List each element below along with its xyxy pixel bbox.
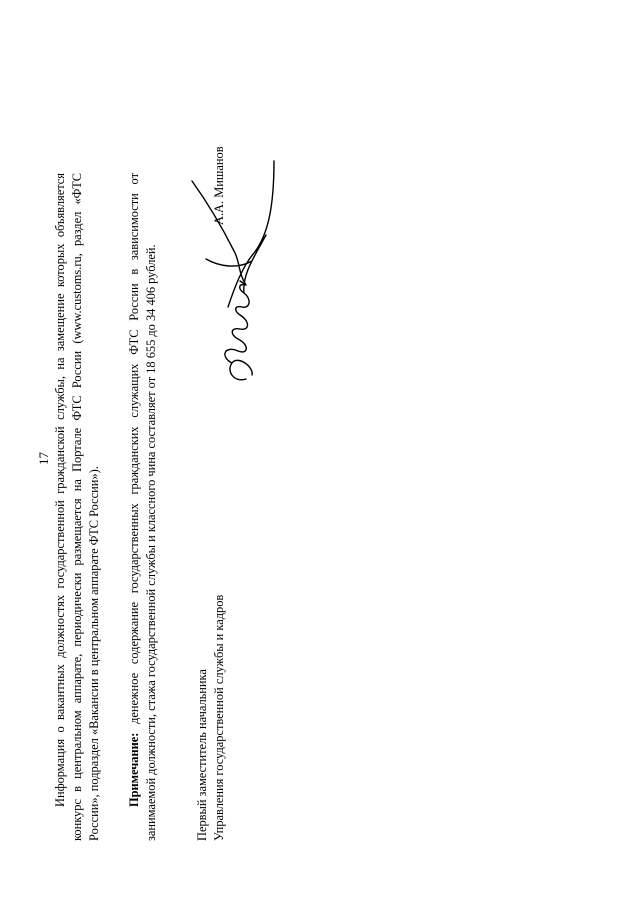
page-number: 17 — [36, 452, 51, 465]
position-line-1: Первый заместитель начальника — [195, 669, 209, 841]
signatory-position — [194, 595, 228, 841]
vacancies-paragraph: Информация о вакантных должностях государственной гражданской службы, на замещение которых объявляется конкурс в центральном аппарате, периодически размещается на Портале ФТС России (www.customs.ru, раздел «ФТС России», подраздел «Вакансии в центральном аппарате ФТС России»). — [53, 173, 101, 841]
note-label: Примечание: — [127, 732, 141, 807]
note-paragraph — [126, 173, 160, 841]
signatory-name: А.А. Мишанов — [212, 146, 226, 225]
note-text: денежное содержание государственных гражданских служащих ФТС России в зависимости от занимаемой должности, стажа государственной службы и классного чина составляет от 18 655 до 34 406 рублей. — [127, 173, 158, 841]
position-line-2: Управления государственной службы и кадров — [212, 594, 226, 841]
